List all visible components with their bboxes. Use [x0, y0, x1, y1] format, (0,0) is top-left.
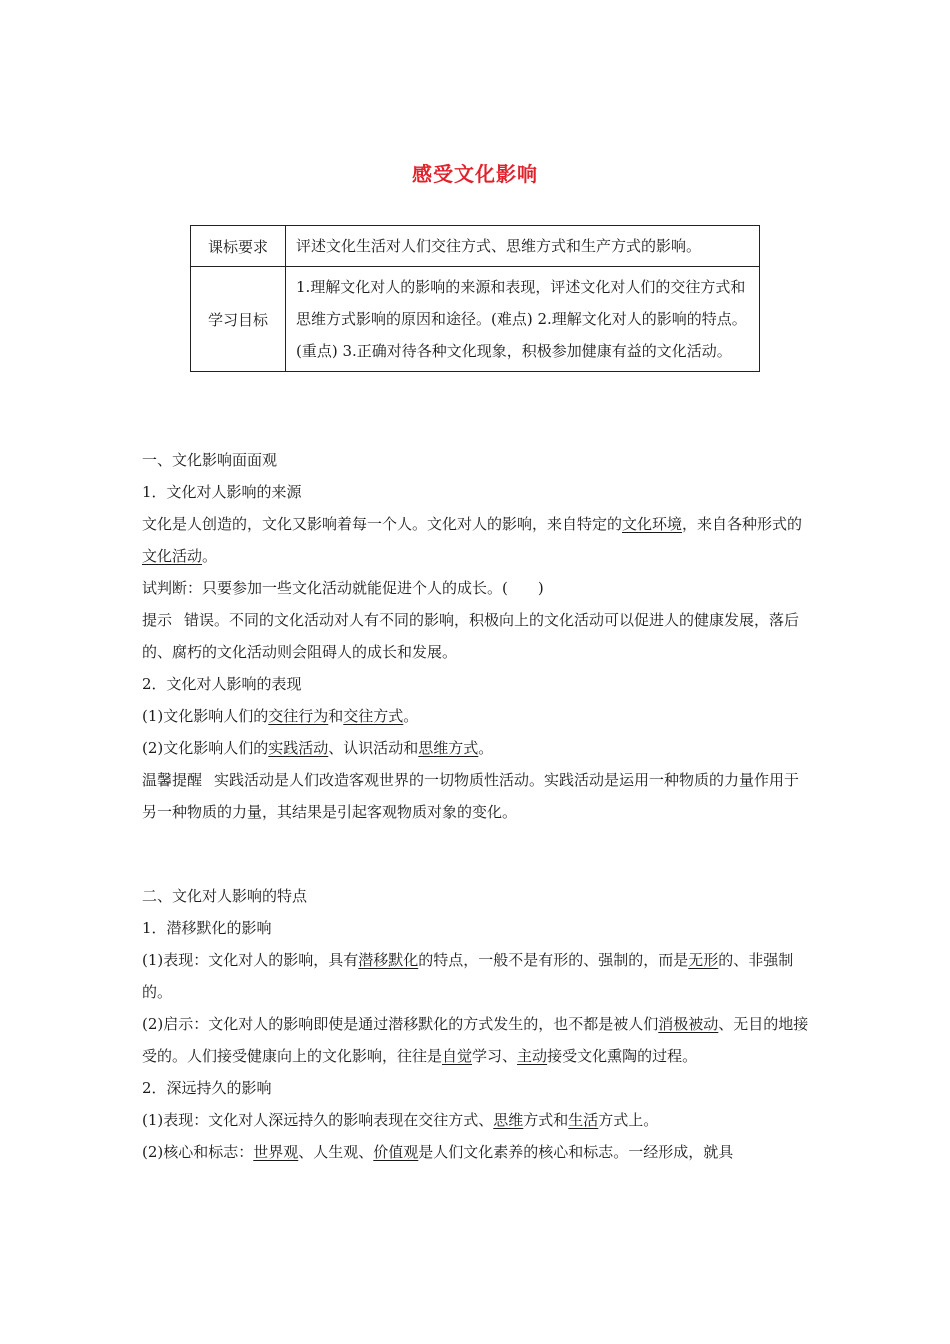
section-culture-influence-overview	[142, 444, 810, 828]
text-run: 的、非强制的。	[142, 951, 794, 1001]
text-run: 方式上。	[598, 1111, 659, 1129]
text-run: (2)核心和标志：	[142, 1143, 254, 1161]
subsection-heading: 2．深远持久的影响	[142, 1079, 272, 1097]
text-run: 、认识活动和	[328, 739, 419, 757]
text-run: (1)文化影响人们的	[142, 707, 269, 725]
text-run: 是人们文化素养的核心和标志。一经形成，就具	[418, 1143, 734, 1161]
text-run: 。	[202, 547, 218, 565]
list-item	[142, 732, 810, 764]
section-culture-influence-features	[142, 880, 810, 1168]
underlined-term: 思维方式	[418, 739, 479, 757]
underlined-term: 实践活动	[268, 739, 329, 757]
text-run: ，来自各种形式的	[682, 515, 803, 533]
hint-label: 提示	[142, 611, 173, 629]
underlined-term: 消极被动	[658, 1015, 719, 1033]
underlined-term: 交往行为	[268, 707, 329, 725]
tip-label: 温馨提醒	[142, 771, 203, 789]
underlined-term: 主动	[517, 1047, 548, 1065]
list-item	[142, 944, 810, 1008]
text-run: (1)表现：文化对人的影响，具有	[142, 951, 359, 969]
curriculum-requirement-label: 课标要求	[191, 226, 286, 267]
underlined-term: 自觉	[442, 1047, 473, 1065]
section-heading: 一、文化影响面面观	[142, 451, 278, 469]
tip-paragraph	[142, 764, 810, 828]
list-item	[142, 1136, 810, 1168]
tip-text: 实践活动是人们改造客观世界的一切物质性活动。实践活动是运用一种物质的力量作用于另一种物质的力量，其结果是引起客观物质对象的变化。	[142, 771, 800, 821]
learning-goal-content: 1.理解文化对人的影响的来源和表现，评述文化对人们的交往方式和思维方式影响的原因和途径。(难点) 2.理解文化对人的影响的特点。(重点) 3.正确对待各种文化现象，积极参加健康有益的文化活动。	[286, 267, 760, 372]
text-run: 接受文化熏陶的过程。	[547, 1047, 698, 1065]
text-run: 。	[403, 707, 419, 725]
underlined-term: 文化活动	[142, 547, 203, 565]
subsection-heading: 2．文化对人影响的表现	[142, 675, 302, 693]
judgment-question: 试判断：只要参加一些文化活动就能促进个人的成长。( )	[142, 579, 544, 597]
text-run: 。	[478, 739, 494, 757]
table-row	[191, 226, 760, 267]
underlined-term: 价值观	[373, 1143, 419, 1161]
hint-paragraph	[142, 604, 810, 668]
list-item	[142, 700, 810, 732]
text-run: 学习、	[472, 1047, 518, 1065]
underlined-term: 无形	[688, 951, 719, 969]
list-item	[142, 1008, 810, 1072]
underlined-term: 交往方式	[343, 707, 404, 725]
list-item	[142, 1104, 810, 1136]
text-run: 和	[328, 707, 344, 725]
learning-goal-label: 学习目标	[191, 267, 286, 372]
curriculum-requirement-content: 评述文化生活对人们交往方式、思维方式和生产方式的影响。	[286, 226, 760, 267]
text-run: (1)表现：文化对人深远持久的影响表现在交往方式、	[142, 1111, 494, 1129]
text-run: 文化是人创造的，文化又影响着每一个人。文化对人的影响，来自特定的	[142, 515, 623, 533]
text-run: 的特点，一般不是有形的、强制的，而是	[418, 951, 689, 969]
paragraph-source	[142, 508, 810, 572]
learning-goals-table	[190, 225, 760, 372]
table-row	[191, 267, 760, 372]
subsection-heading: 1．潜移默化的影响	[142, 919, 272, 937]
underlined-term: 思维	[493, 1111, 524, 1129]
text-run: 、无目的地接受的。人们接受健康向上的文化影响，往往是	[142, 1015, 809, 1065]
underlined-term: 潜移默化	[358, 951, 419, 969]
text-run: (2)启示：文化对人的影响即使是通过潜移默化的方式发生的，也不都是被人们	[142, 1015, 659, 1033]
page-title: 感受文化影响	[412, 162, 538, 186]
section-heading: 二、文化对人影响的特点	[142, 887, 308, 905]
underlined-term: 世界观	[253, 1143, 299, 1161]
subsection-heading: 1．文化对人影响的来源	[142, 483, 302, 501]
text-run: 方式和	[523, 1111, 569, 1129]
underlined-term: 生活	[568, 1111, 599, 1129]
hint-text: 错误。不同的文化活动对人有不同的影响，积极向上的文化活动可以促进人的健康发展，落后的、腐朽的文化活动则会阻碍人的成长和发展。	[142, 611, 800, 661]
text-run: (2)文化影响人们的	[142, 739, 269, 757]
text-run: 、人生观、	[298, 1143, 374, 1161]
underlined-term: 文化环境	[622, 515, 683, 533]
